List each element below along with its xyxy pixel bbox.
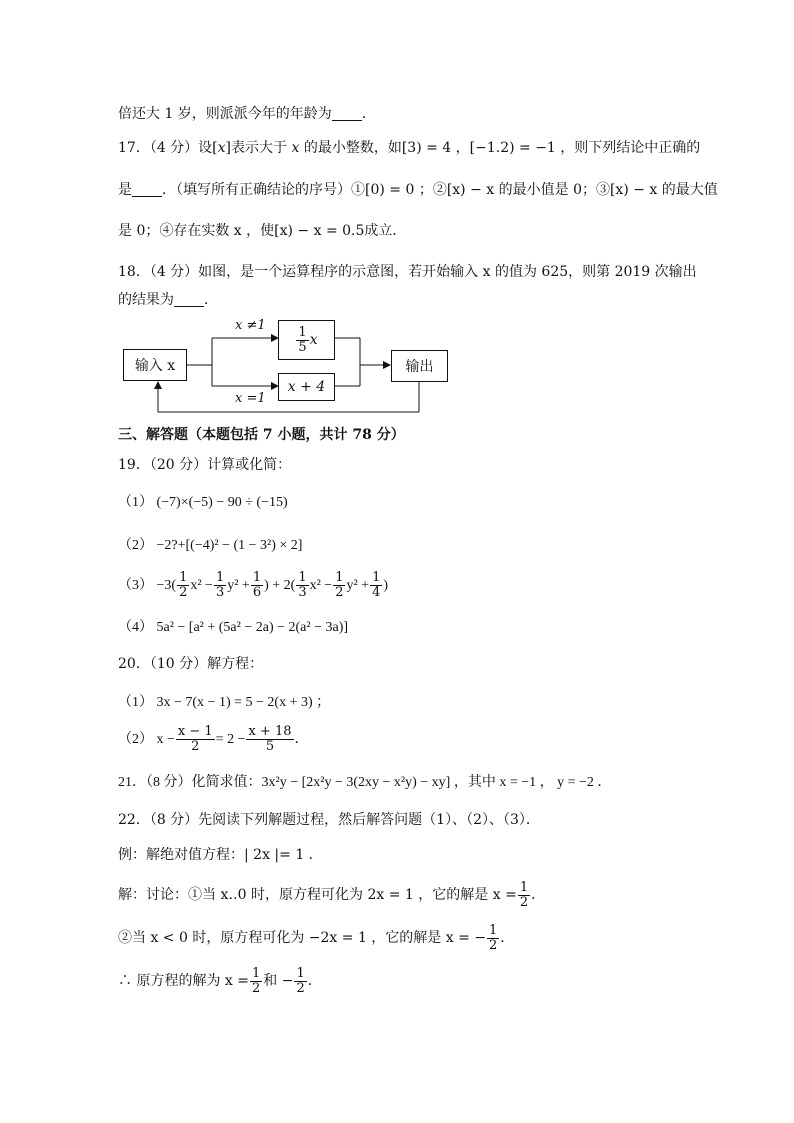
- fraction: $\frac{x + 18}{5}$: [248, 723, 292, 754]
- input-box: 输入 x: [123, 349, 187, 381]
- fraction: $\frac{1}{2}$: [335, 569, 344, 600]
- fraction: $\frac{1}{2}$: [519, 879, 529, 910]
- flow-diagram: [118, 312, 458, 422]
- q22-example: 例：解绝对值方程：| 2x |= 1 ．: [118, 847, 323, 863]
- fraction: $\frac{1}{3}$: [298, 569, 307, 600]
- q19-part2: （2） −2?+[(−4)² − (1 − 3²) × 2]: [118, 538, 303, 553]
- q18-line2: 的结果为 ．: [118, 292, 218, 308]
- q22-solution-case2: ②当 x < 0 时，原方程可化为 −2x = 1 ，它的解是 x = − $\frac{1}{2}$ ．: [118, 922, 515, 953]
- fraction: $\frac{1}{2}$: [489, 922, 498, 953]
- fraction: $\frac{1}{2}$: [251, 965, 261, 996]
- condition-equals-one: x =1: [235, 391, 266, 406]
- q21: 21．（8 分）化简求值：3x²y − [2x²y − 3(2xy − x²y) − xy] ，其中 x = −1 ， y = −2 ．: [118, 775, 612, 790]
- section-title: 三、解答题（本题包括 7 小题，共计 78 分）: [118, 427, 405, 443]
- q18-line1: 18．（4 分）如图，是一个运算程序的示意图，若开始输入 x 的值为 625，则第 2019 次输出: [118, 264, 697, 280]
- q20-head: 20．（10 分）解方程：: [118, 656, 264, 672]
- q19-part3: （3） −3( $\frac{1}{2}$ x² − $\frac{1}{3}$ y² + $\frac{1}{6}$ ) + 2( $\frac{1}{3}$ x² − $\frac{1}{2}$ y² + $\frac{1}{4}$ ): [118, 569, 389, 600]
- output-box: 输出: [391, 350, 448, 382]
- q22-solution-case1: 解：讨论：①当 x‥0 时，原方程可化为 2x = 1 ，它的解是 x = $\frac{1}{2}$ ．: [118, 879, 546, 910]
- multiply-fifth-box: 1 5 x: [278, 320, 335, 360]
- add-four-box: x + 4: [278, 373, 335, 401]
- q17-line1: 17．（4 分）设[x]表示大于 x 的最小整数，如[3) = 4 ，[−1.2) = −1 ，则下列结论中正确的: [118, 140, 701, 156]
- q17-line3: 是 0；④存在实数 x ，使[x) − x = 0.5成立．: [118, 223, 407, 239]
- q16-text: 倍还大 1 岁，则派派今年的年龄为: [118, 106, 332, 122]
- answer-blank: [132, 182, 162, 197]
- fraction: $\frac{1}{6}$: [252, 569, 262, 600]
- answer-blank: [174, 292, 204, 307]
- fraction: $\frac{1}{2}$: [179, 569, 188, 600]
- q19-part4: （4） 5a² − [a² + (5a² − 2a) − 2(a² − 3a)]: [118, 620, 349, 635]
- q22-head: 22．（8 分）先阅读下列解题过程，然后解答问题（1）、（2）、（3）．: [118, 812, 540, 828]
- fraction: 1 5: [298, 324, 307, 355]
- q19-part1: （1） (−7)×(−5) − 90 ÷ (−15): [118, 495, 288, 510]
- q17-line2: 是 ．（填写所有正确结论的序号）①[0) = 0 ；②[x) − x 的最小值是 0；③[x) − x 的最大值: [118, 182, 718, 198]
- fraction: $\frac{1}{2}$: [296, 965, 305, 996]
- fraction: $\frac{1}{4}$: [372, 569, 381, 600]
- fraction: $\frac{x - 1}{2}$: [177, 723, 213, 754]
- fraction: $\frac{1}{3}$: [215, 569, 225, 600]
- condition-not-one: x ≠1: [235, 318, 266, 333]
- answer-blank: [332, 106, 362, 121]
- q20-part2: （2） x − $\frac{x - 1}{2}$ = 2 − $\frac{x + 18}{5}$ ．: [118, 723, 309, 754]
- q16-tail: 倍还大 1 岁，则派派今年的年龄为 ．: [118, 106, 376, 122]
- q19-head: 19．（20 分）计算或化简：: [118, 457, 292, 473]
- q20-part1: （1） 3x − 7(x − 1) = 5 − 2(x + 3) ；: [118, 695, 331, 710]
- q22-solution-conclusion: ∴ 原方程的解为 x = $\frac{1}{2}$ 和 − $\frac{1}{2}$ ．: [118, 965, 322, 996]
